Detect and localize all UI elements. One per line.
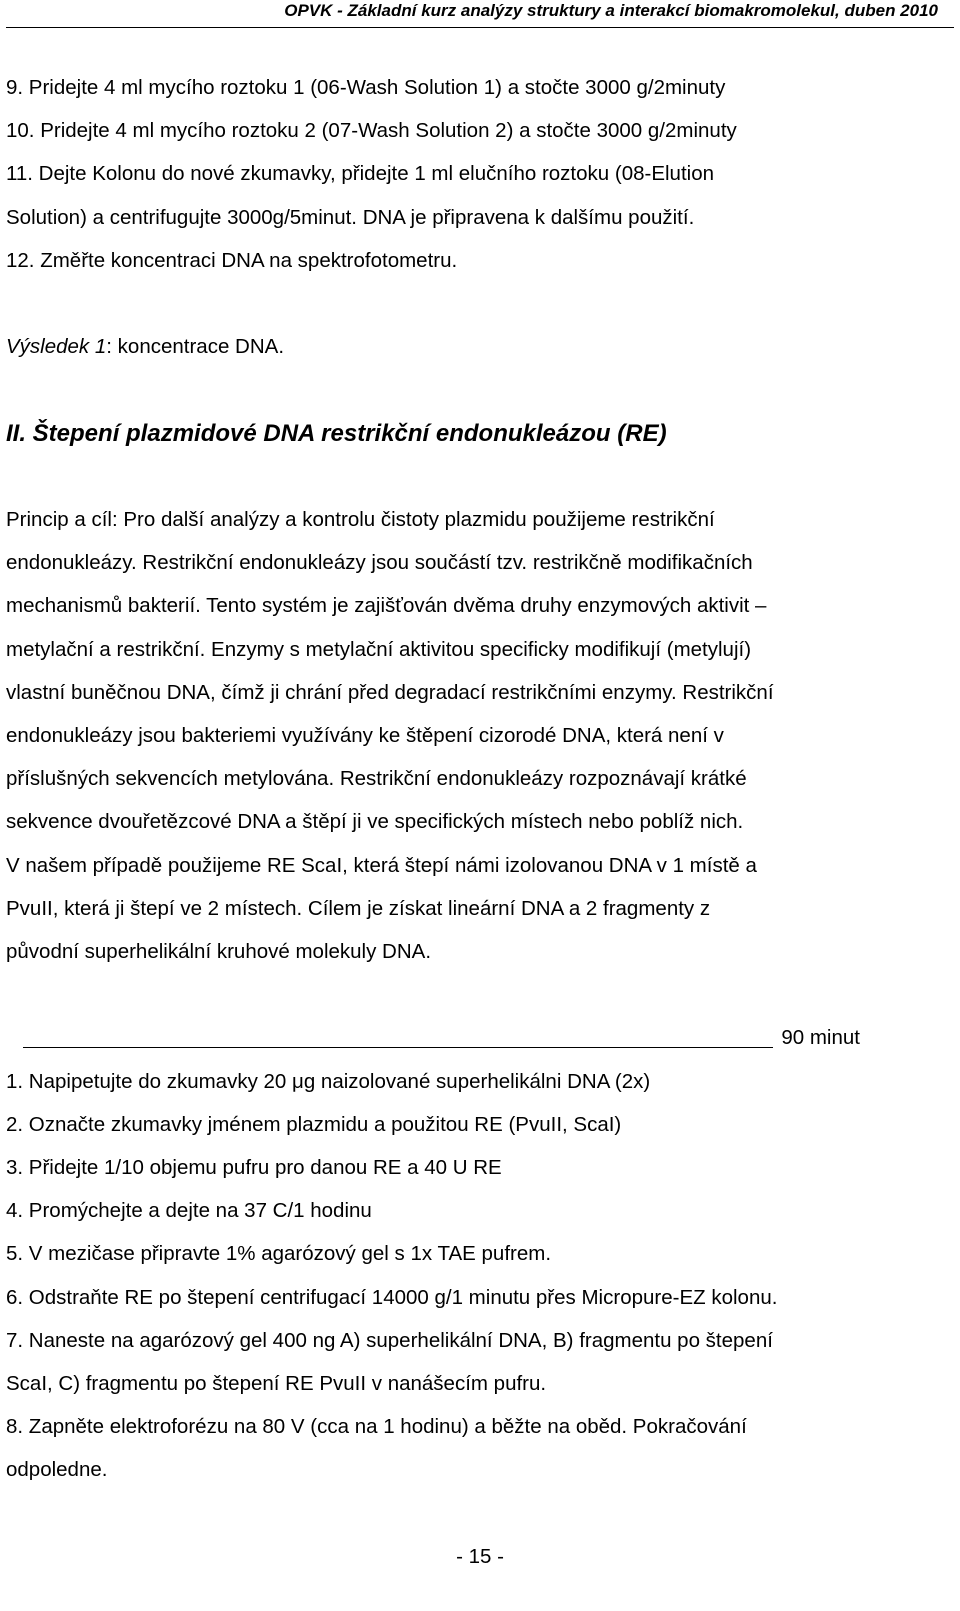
step-line: 1. Napipetujte do zkumavky 20 μg naizolované superhelikálni DNA (2x) xyxy=(6,1069,651,1093)
result-text: : koncentrace DNA. xyxy=(106,335,285,359)
protocol-steps-bottom xyxy=(6,1060,946,1492)
spacer xyxy=(6,282,946,325)
header-rule xyxy=(6,27,954,28)
step-line: 4. Promýchejte a dejte na 37 C/1 hodinu xyxy=(6,1199,372,1223)
paragraph-line: mechanismů bakterií. Tento systém je zajišťován dvěma druhy enzymových aktivit – xyxy=(6,594,767,618)
step-line: 2. Označte zkumavky jménem plazmidu a použitou RE (PvuII, ScaI) xyxy=(6,1112,622,1136)
result-line xyxy=(6,325,946,368)
principle-paragraph xyxy=(6,498,946,973)
spacer xyxy=(6,973,946,1016)
page-header: OPVK - Základní kurz analýzy struktury a interakcí biomakromolekul, duben 2010 xyxy=(284,1,938,20)
time-label: 90 minut xyxy=(781,1026,860,1050)
paragraph-line: V našem případě použijeme RE ScaI, která štepí námi izolovanou DNA v 1 místě a xyxy=(6,853,757,877)
step-line: odpoledne. xyxy=(6,1458,108,1482)
step-line: 5. V mezičase připravte 1% agarózový gel s 1x TAE pufrem. xyxy=(6,1242,552,1266)
page-number: - 15 - xyxy=(456,1545,504,1568)
page-content xyxy=(6,66,946,1492)
paragraph-line: Princip a cíl: Pro další analýzy a kontrolu čistoty plazmidu použijeme restrikční xyxy=(6,507,715,531)
paragraph-line: vlastní buněčnou DNA, čímž ji chrání před degradací restrikčními enzymy. Restrikční xyxy=(6,680,774,704)
result-label: Výsledek 1 xyxy=(6,335,107,359)
paragraph-line: příslušných sekvencích metylována. Restrikční endonukleázy rozpoznávají krátké xyxy=(6,767,747,791)
time-row xyxy=(6,1016,946,1059)
step-line: ScaI, C) fragmentu po štepení RE PvuII v nanášecím pufru. xyxy=(6,1372,547,1396)
step-line: Solution) a centrifugujte 3000g/5minut. DNA je připravena k dalšímu použití. xyxy=(6,205,695,229)
step-line: 12. Změřte koncentraci DNA na spektrofotometru. xyxy=(6,248,458,272)
time-underline xyxy=(23,1047,773,1048)
spacer xyxy=(6,368,946,411)
protocol-steps-top xyxy=(6,66,946,282)
section-title: II. Štepení plazmidové DNA restrikční endonukleázou (RE) xyxy=(6,419,667,447)
step-line: 8. Zapněte elektroforézu na 80 V (cca na 1 hodinu) a běžte na oběd. Pokračování xyxy=(6,1415,747,1439)
spacer xyxy=(6,455,946,498)
step-line: 11. Dejte Kolonu do nové zkumavky, přidejte 1 ml elučního roztoku (08-Elution xyxy=(6,162,715,186)
paragraph-line: původní superhelikální kruhové molekuly DNA. xyxy=(6,940,432,964)
step-line: 3. Přidejte 1/10 objemu pufru pro danou RE a 40 U RE xyxy=(6,1156,502,1179)
step-line: 10. Pridejte 4 ml mycího roztoku 2 (07-Wash Solution 2) a stočte 3000 g/2minuty xyxy=(6,119,737,143)
step-line: 9. Pridejte 4 ml mycího roztoku 1 (06-Wash Solution 1) a stočte 3000 g/2minuty xyxy=(6,76,726,99)
paragraph-line: sekvence dvouřetězcové DNA a štěpí ji ve specifických místech nebo poblíž nich. xyxy=(6,810,744,834)
paragraph-line: metylační a restrikční. Enzymy s metylační aktivitou specificky modifikují (metylují) xyxy=(6,637,752,661)
paragraph-line: endonukleázy. Restrikční endonukleázy jsou součástí tzv. restrikčně modifikačních xyxy=(6,551,753,575)
step-line: 6. Odstraňte RE po štepení centrifugací 14000 g/1 minutu přes Micropure-EZ kolonu. xyxy=(6,1285,778,1309)
step-line: 7. Naneste na agarózový gel 400 ng A) superhelikální DNA, B) fragmentu po štepení xyxy=(6,1328,773,1352)
paragraph-line: PvuII, která ji štepí ve 2 místech. Cílem je získat lineární DNA a 2 fragmenty z xyxy=(6,896,711,920)
paragraph-line: endonukleázy jsou bakteriemi využívány ke štěpení cizorodé DNA, která není v xyxy=(6,724,724,747)
